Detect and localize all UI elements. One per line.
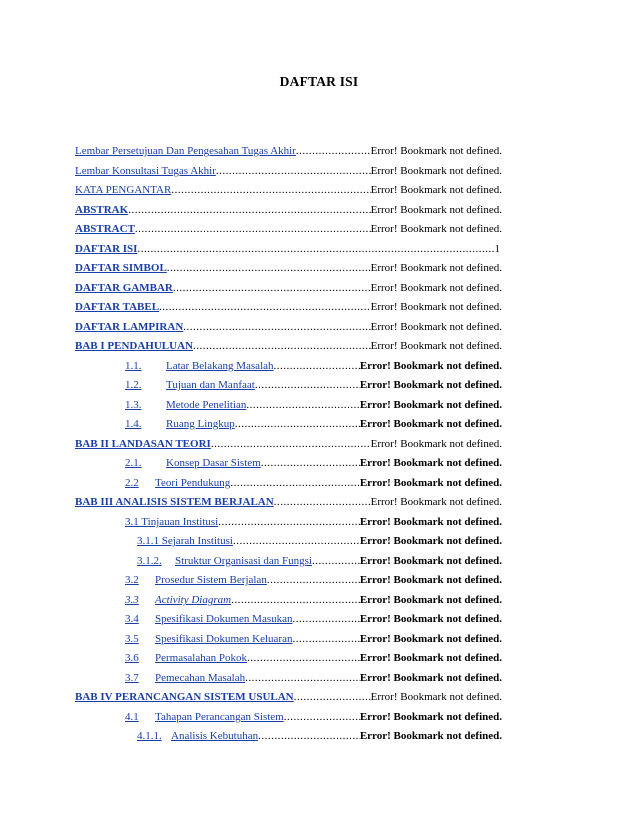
toc-entry[interactable] xyxy=(75,338,502,354)
toc-entry-number[interactable]: 2.2 xyxy=(125,477,139,489)
toc-entry-page-ref: Error! Bookmark not defined. xyxy=(359,477,502,489)
toc-entry[interactable] xyxy=(125,592,502,608)
toc-entry-label[interactable]: Tahapan Perancangan Sistem xyxy=(155,711,284,723)
toc-leader-dots xyxy=(159,299,371,315)
toc-entry[interactable] xyxy=(75,494,502,510)
toc-entry-label[interactable]: Activity Diagram xyxy=(155,594,232,606)
toc-entry-page-ref: Error! Bookmark not defined. xyxy=(359,457,502,469)
toc-entry-number[interactable]: 3.6 xyxy=(125,652,139,664)
toc-entry[interactable] xyxy=(137,728,502,744)
toc-entry-label[interactable]: Prosedur Sistem Berjalan xyxy=(155,574,267,586)
toc-entry[interactable] xyxy=(125,650,502,666)
toc-entry-page-ref: Error! Bookmark not defined. xyxy=(370,184,502,196)
page-title: DAFTAR ISI xyxy=(279,74,359,89)
toc-entry-page-ref: Error! Bookmark not defined. xyxy=(370,691,502,703)
toc-entry-label[interactable]: DAFTAR TABEL xyxy=(75,301,160,313)
toc-entry-number[interactable]: 4.1 xyxy=(125,711,139,723)
toc-entry-number[interactable]: 3.2 xyxy=(125,574,139,586)
toc-leader-dots xyxy=(294,689,371,705)
toc-leader-dots xyxy=(258,728,360,744)
toc-leader-dots xyxy=(284,709,360,725)
toc-entry-page-ref: Error! Bookmark not defined. xyxy=(359,730,502,742)
toc-leader-dots xyxy=(233,533,360,549)
toc-leader-dots xyxy=(183,319,370,335)
toc-entry-label[interactable]: BAB III ANALISIS SISTEM BERJALAN xyxy=(75,496,274,508)
toc-leader-dots xyxy=(167,260,371,276)
toc-leader-dots xyxy=(216,163,371,179)
toc-entry-number[interactable]: 4.1.1. xyxy=(137,730,162,742)
toc-leader-dots xyxy=(128,202,370,218)
toc-entry[interactable] xyxy=(75,436,502,452)
toc-entry[interactable] xyxy=(125,670,502,686)
toc-entry-label[interactable]: BAB I PENDAHULUAN xyxy=(75,340,193,352)
toc-entry[interactable] xyxy=(125,572,502,588)
toc-entry-page-ref: Error! Bookmark not defined. xyxy=(370,145,502,157)
toc-entry[interactable] xyxy=(125,514,502,530)
toc-entry-label[interactable]: Metode Penelitian xyxy=(166,399,247,411)
toc-entry-label[interactable]: DAFTAR GAMBAR xyxy=(75,282,173,294)
toc-entry-page-ref: Error! Bookmark not defined. xyxy=(359,555,502,567)
toc-entry-page-ref: Error! Bookmark not defined. xyxy=(359,535,502,547)
toc-leader-dots xyxy=(173,280,371,296)
toc-leader-dots xyxy=(230,475,360,491)
toc-entry-label[interactable]: 3.1.1 Sejarah Institusi xyxy=(137,535,233,547)
toc-leader-dots xyxy=(235,416,360,432)
toc-leader-dots xyxy=(292,631,359,647)
toc-entry-number[interactable]: 1.4. xyxy=(125,418,142,430)
toc-entry-page-ref: Error! Bookmark not defined. xyxy=(359,711,502,723)
toc-leader-dots xyxy=(312,553,360,569)
toc-entry[interactable] xyxy=(75,182,502,198)
toc-entry-page-ref: Error! Bookmark not defined. xyxy=(359,516,502,528)
toc-entry[interactable] xyxy=(125,397,502,413)
toc-entry-page-ref: Error! Bookmark not defined. xyxy=(359,594,502,606)
toc-entry[interactable] xyxy=(75,260,502,276)
toc-entry-label[interactable]: Lembar Konsultasi Tugas Akhir xyxy=(75,165,216,177)
toc-entry[interactable] xyxy=(137,533,502,549)
toc-entry-page-ref: Error! Bookmark not defined. xyxy=(359,574,502,586)
toc-entry-page-ref: 1 xyxy=(494,243,500,255)
toc-entry-page-ref: Error! Bookmark not defined. xyxy=(359,633,502,645)
toc-entry[interactable] xyxy=(75,202,502,218)
toc-entry-page-ref: Error! Bookmark not defined. xyxy=(370,301,502,313)
toc-entry-page-ref: Error! Bookmark not defined. xyxy=(370,438,502,450)
toc-leader-dots xyxy=(137,241,494,257)
toc-leader-dots xyxy=(255,377,360,393)
toc-entry-page-ref: Error! Bookmark not defined. xyxy=(359,613,502,625)
toc-entry-label[interactable]: Latar Belakang Masalah xyxy=(166,360,274,372)
toc-entry-page-ref: Error! Bookmark not defined. xyxy=(359,672,502,684)
toc-leader-dots xyxy=(193,338,371,354)
toc-entry[interactable] xyxy=(75,163,502,179)
toc-entry[interactable] xyxy=(125,377,502,393)
toc-entry-page-ref: Error! Bookmark not defined. xyxy=(359,652,502,664)
toc-entry-label[interactable]: Ruang Lingkup xyxy=(166,418,235,430)
toc-entry-page-ref: Error! Bookmark not defined. xyxy=(370,340,502,352)
toc-entry-label[interactable]: DAFTAR ISI xyxy=(75,243,138,255)
toc-entry-label[interactable]: BAB II LANDASAN TEORI xyxy=(75,438,211,450)
toc-leader-dots xyxy=(261,455,360,471)
toc-entry-label[interactable]: Lembar Persetujuan Dan Pengesahan Tugas Akhir xyxy=(75,145,296,157)
toc-entry[interactable] xyxy=(75,319,502,335)
toc-entry-page-ref: Error! Bookmark not defined. xyxy=(370,165,502,177)
toc-entry[interactable] xyxy=(125,611,502,627)
toc-leader-dots xyxy=(218,514,360,530)
toc-entry[interactable] xyxy=(125,475,502,491)
toc-entry-label[interactable]: KATA PENGANTAR xyxy=(75,184,172,196)
toc-entry-label[interactable]: ABSTRACT xyxy=(75,223,135,235)
toc-entry[interactable] xyxy=(75,143,502,159)
toc-entry-page-ref: Error! Bookmark not defined. xyxy=(370,204,502,216)
toc-entry-page-ref: Error! Bookmark not defined. xyxy=(359,360,502,372)
toc-entry-label[interactable]: DAFTAR SIMBOL xyxy=(75,262,167,274)
toc-entry-number[interactable]: 3.1.2. xyxy=(137,555,162,567)
toc-leader-dots xyxy=(274,494,371,510)
toc-leader-dots xyxy=(245,670,360,686)
toc-entry-label[interactable]: Analisis Kebutuhan xyxy=(171,730,259,742)
toc-entry-label[interactable]: Spesifikasi Dokumen Keluaran xyxy=(155,633,293,645)
toc-entry[interactable] xyxy=(75,280,502,296)
toc-entry-number[interactable]: 2.1. xyxy=(125,457,142,469)
toc-entry-label[interactable]: BAB IV PERANCANGAN SISTEM USULAN xyxy=(75,691,294,703)
toc-entry-label[interactable]: Tujuan dan Manfaat xyxy=(166,379,255,391)
toc-entry[interactable] xyxy=(125,631,502,647)
toc-entry-label[interactable]: Teori Pendukung xyxy=(155,477,231,489)
toc-entry[interactable] xyxy=(125,358,502,374)
toc-entry[interactable] xyxy=(75,221,502,237)
toc-leader-dots xyxy=(292,611,359,627)
toc-entry-number[interactable]: 3.7 xyxy=(125,672,139,684)
toc-entry-page-ref: Error! Bookmark not defined. xyxy=(370,262,502,274)
toc-entry-label[interactable]: Struktur Organisasi dan Fungsi xyxy=(175,555,312,567)
toc-entry-number[interactable]: 3.3 xyxy=(125,594,139,606)
toc-entry-label[interactable]: 3.1 Tinjauan Institusi xyxy=(125,516,219,528)
toc-entry-label[interactable]: ABSTRAK xyxy=(75,204,129,216)
toc-entry-page-ref: Error! Bookmark not defined. xyxy=(359,379,502,391)
toc-entry-label[interactable]: Konsep Dasar Sistem xyxy=(166,457,261,469)
toc-entry-number[interactable]: 3.4 xyxy=(125,613,139,625)
toc-entry-number[interactable]: 1.3. xyxy=(125,399,142,411)
toc-leader-dots xyxy=(267,572,360,588)
toc-entry-label[interactable]: Permasalahan Pokok xyxy=(155,652,247,664)
toc-leader-dots xyxy=(171,182,370,198)
toc-entry-page-ref: Error! Bookmark not defined. xyxy=(359,399,502,411)
toc-leader-dots xyxy=(296,143,371,159)
toc-leader-dots xyxy=(247,650,360,666)
toc-entry[interactable] xyxy=(75,689,502,705)
toc-entry[interactable] xyxy=(75,299,502,315)
toc-entry[interactable] xyxy=(125,416,502,432)
toc-leader-dots xyxy=(231,592,360,608)
toc-entry-number[interactable]: 1.1. xyxy=(125,360,142,372)
toc-entry[interactable] xyxy=(137,553,502,569)
toc-entry-number[interactable]: 3.5 xyxy=(125,633,139,645)
toc-entry-page-ref: Error! Bookmark not defined. xyxy=(370,496,502,508)
toc-entry[interactable] xyxy=(75,241,500,257)
toc-leader-dots xyxy=(135,221,371,237)
toc-entry-label[interactable]: DAFTAR LAMPIRAN xyxy=(75,321,184,333)
toc-entry-label[interactable]: Spesifikasi Dokumen Masukan xyxy=(155,613,293,625)
toc-entry[interactable] xyxy=(125,709,502,725)
toc-entry[interactable] xyxy=(125,455,502,471)
toc-entry-page-ref: Error! Bookmark not defined. xyxy=(359,418,502,430)
toc-entry-label[interactable]: Pemecahan Masalah xyxy=(155,672,246,684)
toc-entry-page-ref: Error! Bookmark not defined. xyxy=(370,282,502,294)
toc-leader-dots xyxy=(211,436,371,452)
toc-entry-page-ref: Error! Bookmark not defined. xyxy=(370,321,502,333)
toc-entry-number[interactable]: 1.2. xyxy=(125,379,142,391)
toc-leader-dots xyxy=(246,397,359,413)
toc-entry-page-ref: Error! Bookmark not defined. xyxy=(370,223,502,235)
toc-leader-dots xyxy=(274,358,360,374)
